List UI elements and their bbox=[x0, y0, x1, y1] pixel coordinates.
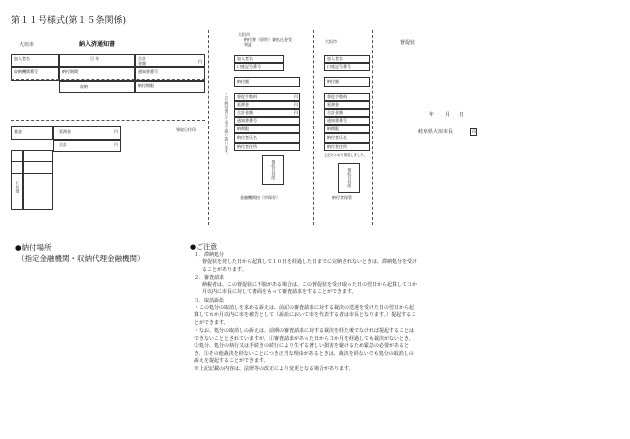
notice-deadline-cell bbox=[324, 133, 370, 143]
notice-period-cell bbox=[324, 125, 370, 133]
notice-delay-label: 延滞金 bbox=[327, 102, 339, 107]
notice-deadline-label: 納付者氏名 bbox=[327, 135, 347, 140]
notice-period-label: 納期限 bbox=[327, 126, 339, 131]
cut-line-3[interactable] bbox=[372, 30, 373, 225]
stub-total-yen: 円 bbox=[294, 110, 298, 115]
notes-section bbox=[190, 243, 418, 372]
stub-fund-cell bbox=[234, 93, 300, 101]
notice-stamp-label: 領収日付印 bbox=[347, 168, 353, 188]
notice-payment-label: 納付額 bbox=[327, 79, 339, 84]
receipt-total-row-label: 合計 bbox=[59, 142, 67, 147]
receipt-section bbox=[11, 33, 205, 223]
notice-fund-cell bbox=[324, 93, 370, 101]
notes-footer: ※上記記載の内容は、法律等の改正により変更となる場合があります。 bbox=[194, 365, 354, 372]
demand-year-label: 年 bbox=[429, 112, 435, 118]
notes-item-2-heading: ２．審査請求 bbox=[194, 275, 225, 282]
form-number: 第１１号様式(第１５条関係) bbox=[11, 16, 127, 26]
stub-stamp-box bbox=[262, 155, 284, 185]
stub-payment-label: 納付額 bbox=[237, 79, 249, 84]
notes-item-3-heading: ３．取消訴訟 bbox=[194, 297, 225, 304]
stub-delay-yen: 円 bbox=[294, 102, 298, 107]
notice-stub-section bbox=[320, 33, 370, 223]
stub-amount-label: 通知書番号 bbox=[237, 118, 257, 123]
notes-item-3 bbox=[190, 299, 418, 327]
demand-title: 督促状 bbox=[400, 40, 416, 46]
receipt-delay-cell bbox=[53, 126, 121, 140]
stub-depositor-label: 納付者住所 bbox=[237, 144, 257, 149]
stub-title: 納付書（原符）兼払込金受領証 bbox=[244, 37, 292, 47]
receipt-total-cell bbox=[135, 54, 205, 67]
notice-bottom-label: 納付者保管 bbox=[332, 195, 352, 200]
receipt-fold-line-2 bbox=[11, 120, 205, 121]
notice-note: 上記のとおり領収しました。 bbox=[324, 153, 367, 157]
notice-payer-cell bbox=[324, 55, 370, 63]
receipt-payer-cell bbox=[11, 54, 59, 67]
notes-title: ●ご注意 bbox=[190, 243, 218, 251]
stub-delay-cell bbox=[234, 101, 300, 109]
stub-number-cell bbox=[234, 63, 284, 71]
stub-depositor-cell bbox=[234, 143, 300, 151]
receipt-payer-label: 加入者名 bbox=[14, 56, 30, 61]
demand-section bbox=[380, 33, 620, 223]
demand-day-label: 日 bbox=[459, 112, 465, 118]
receipt-total-row-yen: 円 bbox=[114, 142, 118, 147]
stub-payer-label: 加入者名 bbox=[237, 56, 253, 61]
notice-delay-cell bbox=[324, 101, 370, 109]
receipt-total-label: 合計金額 bbox=[138, 56, 146, 66]
receipt-fold-line bbox=[11, 79, 205, 80]
notes-item-2 bbox=[190, 276, 418, 297]
notes-item-4 bbox=[190, 328, 418, 366]
place-title: ●納付場所 bbox=[15, 243, 52, 252]
notice-number-cell bbox=[324, 63, 370, 71]
stub-section bbox=[226, 33, 308, 223]
stub-payment-cell bbox=[234, 77, 300, 87]
notice-payer-label: 加入者名 bbox=[327, 56, 343, 61]
notice-amount-label: 通知書番号 bbox=[327, 118, 347, 123]
stub-deadline-label: 納付者氏名 bbox=[237, 135, 257, 140]
notes-item-3-body: ・この処分の取消しを求める訴えは、前記の審査請求に対する裁決の送達を受けた日の翌日から起算して６か月以内に市を被告として（訴訟において市を代表する者は市長となります。）提起することができます。 bbox=[194, 304, 417, 326]
place-subtitle: （指定金融機関・収納代理金融機関） bbox=[17, 254, 145, 263]
stub-period-label: 納期限 bbox=[237, 126, 249, 131]
receipt-total-yen: 円 bbox=[198, 59, 202, 64]
receipt-period-label: 納付期間 bbox=[62, 69, 78, 74]
receipt-collection-label: 収納 bbox=[80, 84, 88, 89]
notes-item-1 bbox=[190, 253, 418, 274]
cut-line-2[interactable] bbox=[313, 30, 314, 225]
demand-seal: 印 bbox=[472, 129, 476, 134]
receipt-title: 納入済通知書 bbox=[79, 41, 116, 48]
stub-period-cell bbox=[234, 125, 300, 133]
notice-depositor-cell bbox=[324, 143, 370, 151]
notice-depositor-label: 納付者住所 bbox=[327, 144, 347, 149]
demand-month-label: 月 bbox=[445, 112, 451, 118]
stub-city: 大垣市 bbox=[238, 32, 250, 37]
notice-fund-label: 督促手数料 bbox=[327, 94, 347, 99]
stub-delay-label: 延滞金 bbox=[237, 102, 249, 107]
demand-issuer: 岐阜県大垣市長 bbox=[418, 129, 454, 135]
receipt-code-cell bbox=[23, 150, 53, 210]
notice-number-label: 口座記号番号 bbox=[327, 64, 351, 69]
receipt-institution-label: 収納機関番号 bbox=[14, 69, 38, 74]
notes-item-2-body: 納税者は、この督促状に不服がある場合は、この督促状を受け取った日の翌日から起算して３か月以内に市長に対して書面をもって審査請求をすることができます。 bbox=[202, 281, 418, 296]
receipt-notice-number-label: 通知書番号 bbox=[138, 69, 158, 74]
receipt-date-stamp-label: 領収日付印 bbox=[176, 127, 196, 132]
stub-fund-label: 督促手数料 bbox=[237, 94, 257, 99]
notes-item-4-body: ・なお、処分の取消しの訴えは、前期の審査請求に対する裁決を経た後でなければ提起することはできないこととされていますが、①審査請求があった日から３か月を経過しても裁決がないとき、②処分、処分の執行又は手続きの続行により生ずる著しい損害を避けるため緊急の必要があるとき、③その他裁決を経ないことにつき正当な理由があるときは、裁決を経ないでも処分の取消しの訴えを提起することができます。 bbox=[194, 328, 415, 365]
receipt-delay-yen: 円 bbox=[114, 129, 118, 134]
receipt-ocr-cell bbox=[11, 150, 23, 210]
receipt-deadline-cell bbox=[135, 81, 205, 93]
stub-bottom-label: 金融機関控（市保存） bbox=[240, 195, 280, 200]
receipt-total-row-cell bbox=[53, 140, 121, 152]
receipt-year-cell bbox=[59, 54, 135, 67]
stub-payer-cell bbox=[234, 55, 284, 63]
receipt-fund-label: 基金 bbox=[14, 129, 22, 134]
stub-deadline-cell bbox=[234, 133, 300, 143]
notice-total-cell bbox=[324, 109, 370, 117]
notice-stamp-box bbox=[338, 163, 360, 193]
receipt-ocr-label: ＣＲ部 bbox=[15, 181, 21, 193]
place-section bbox=[15, 243, 175, 263]
receipt-year-label: 日 年 bbox=[90, 56, 100, 61]
notice-total-label: 合計金額 bbox=[327, 110, 343, 115]
receipt-fund-cell bbox=[11, 126, 53, 140]
stub-total-label: 合計金額 bbox=[237, 110, 253, 115]
receipt-collection-cell bbox=[59, 81, 135, 93]
notice-amount-cell bbox=[324, 117, 370, 125]
stub-total-cell bbox=[234, 109, 300, 117]
notes-item-1-body: 督促状を発した日から起算して１０日を経過した日までに完納されないときは、滞納処分を受けることがあります。 bbox=[202, 259, 418, 273]
stub-number-label: 口座記号番号 bbox=[237, 64, 261, 69]
stub-fund-yen: 円 bbox=[294, 94, 298, 99]
demand-seal-box bbox=[470, 128, 477, 136]
notice-payment-cell bbox=[324, 77, 370, 87]
receipt-delay-label: 延滞金 bbox=[59, 129, 71, 134]
stub-side-note: この納付書にて市で取り扱います。 bbox=[224, 93, 230, 157]
notice-stub-city: 大垣市 bbox=[325, 39, 337, 44]
receipt-deadline-label: 納付期限 bbox=[138, 83, 154, 88]
receipt-city: 大垣市 bbox=[19, 42, 35, 48]
cut-line-1[interactable] bbox=[208, 30, 209, 225]
stub-stamp-label: 領収日付印 bbox=[271, 160, 277, 180]
notes-item-1-heading: １．滞納処分 bbox=[194, 252, 225, 259]
stub-amount-cell bbox=[234, 117, 300, 125]
